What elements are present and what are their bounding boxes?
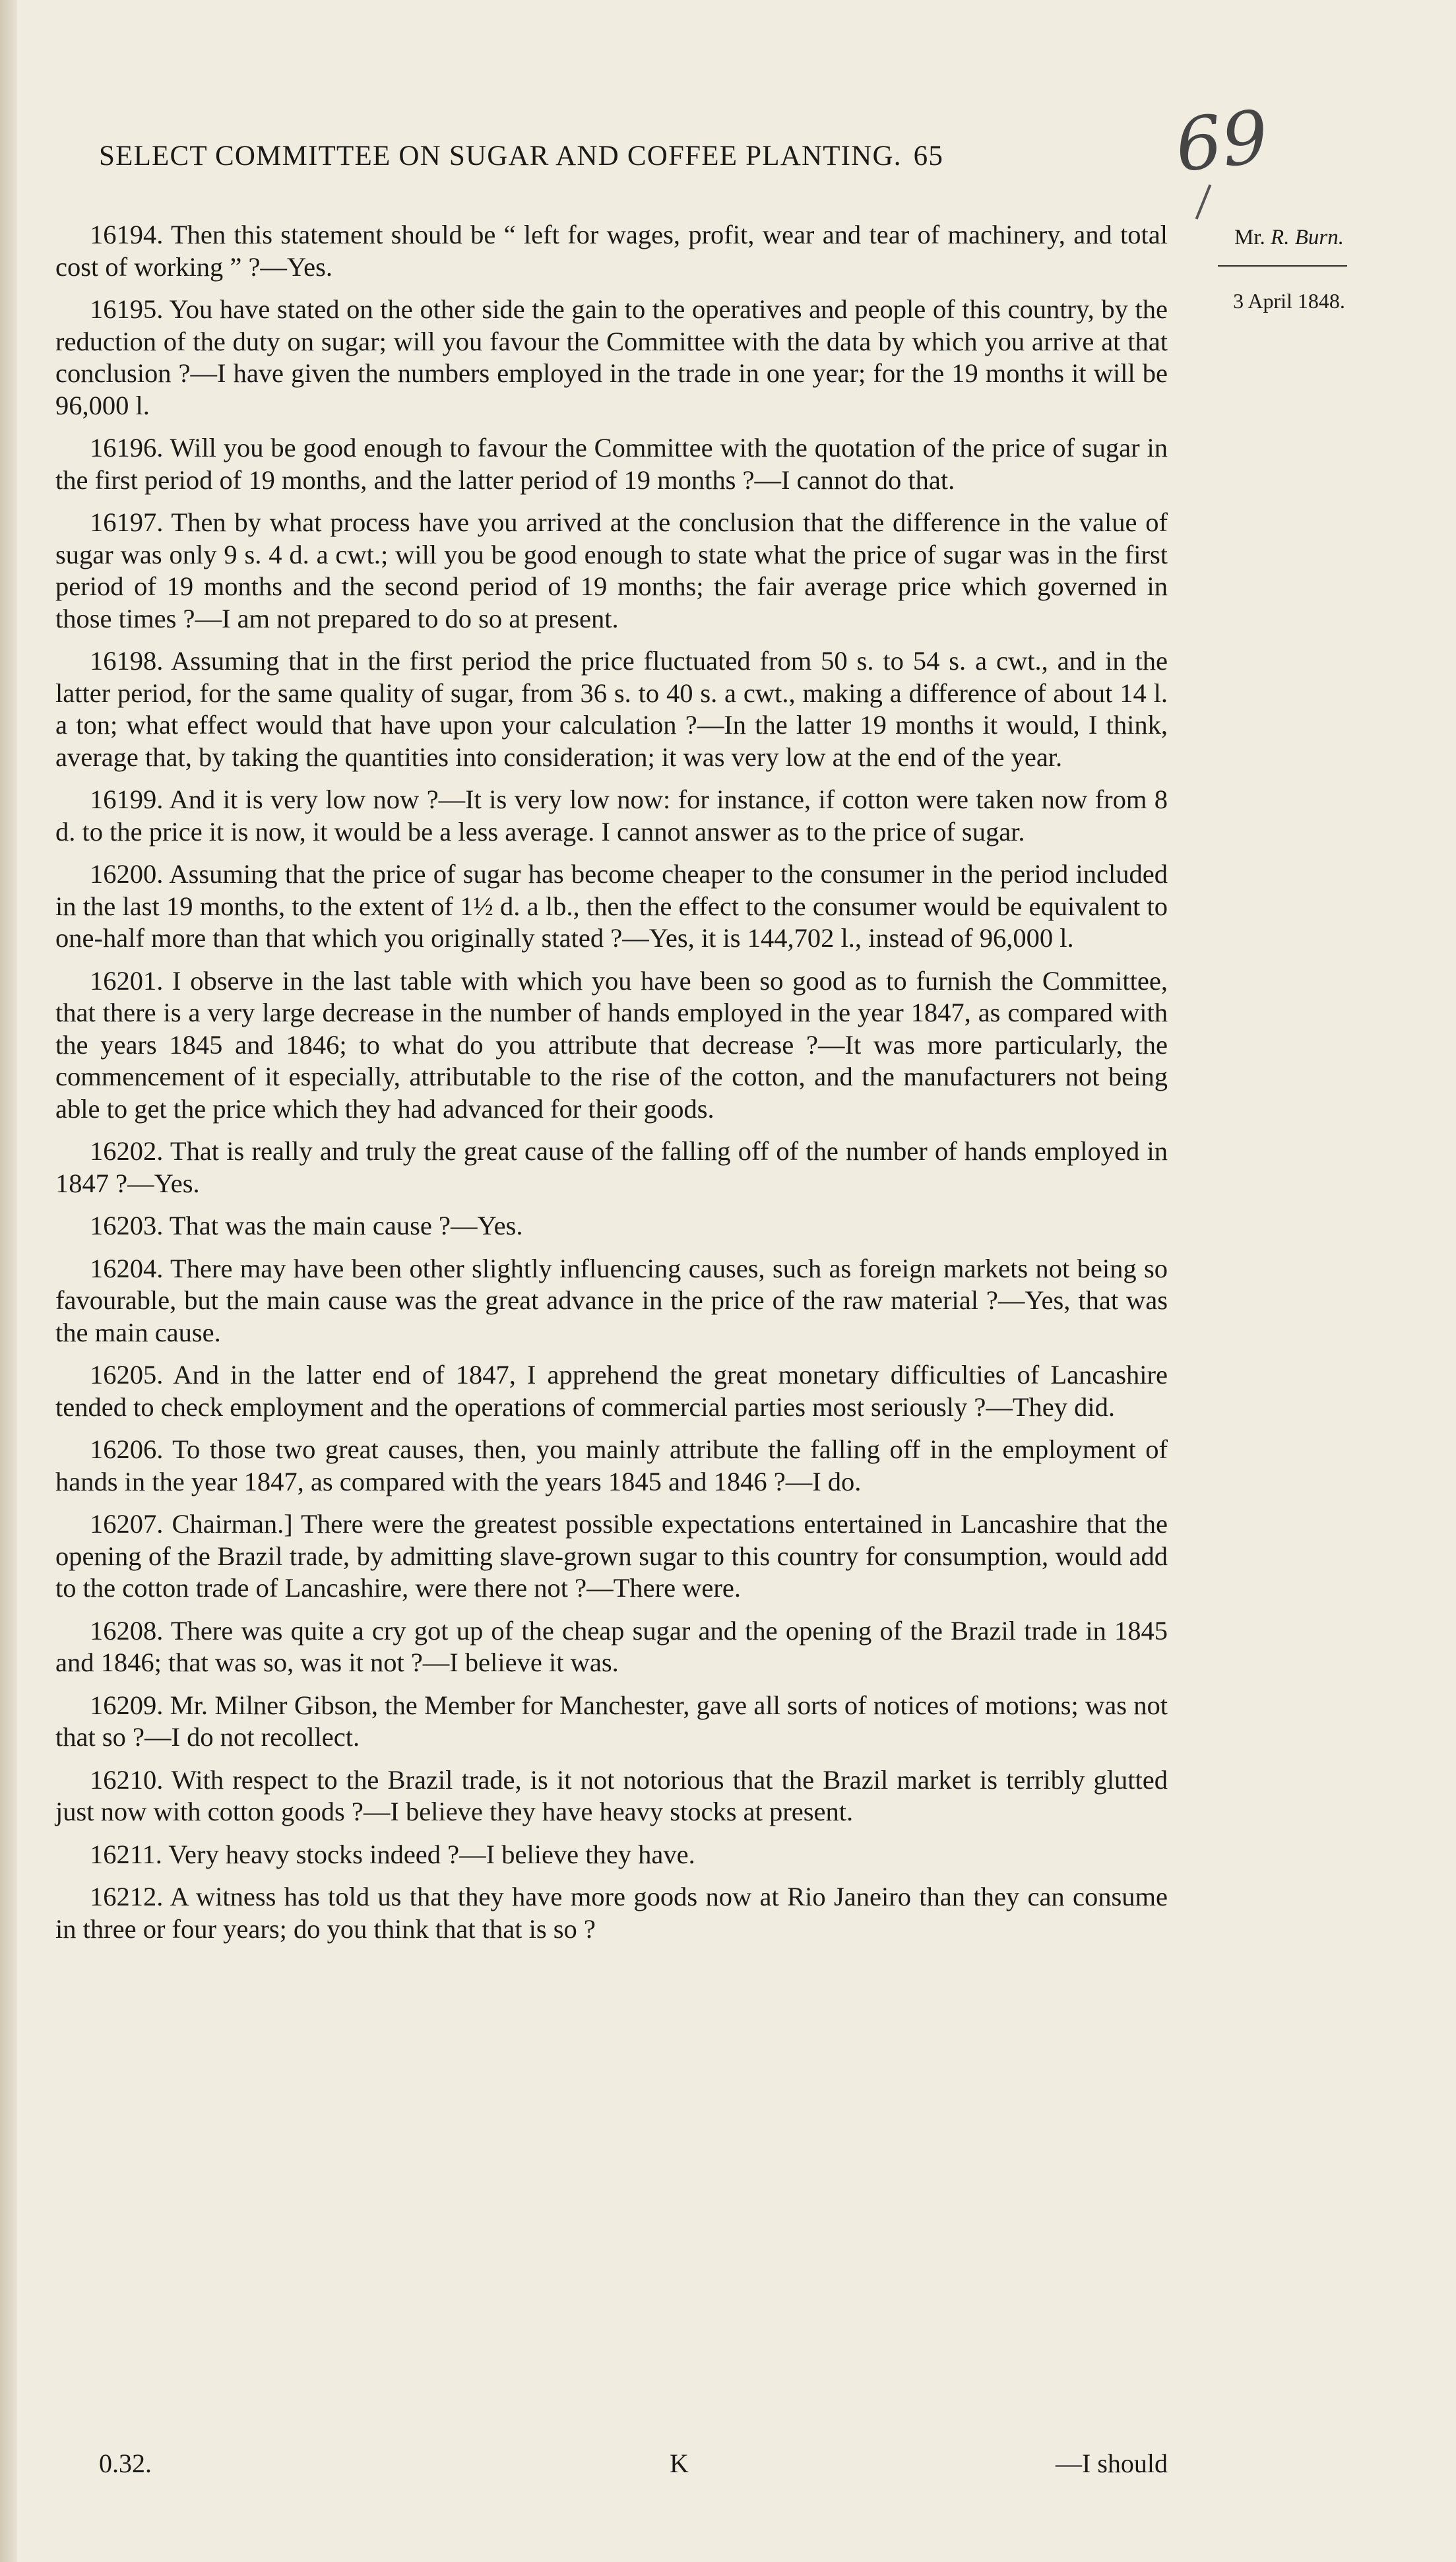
question-paragraph: 16200. Assuming that the price of sugar has become cheaper to the consumer in the period included in the last 19 months, to the extent of 1½ d. a lb., then the effect to the consumer would be equivalent to one-half more than that which you originally stated ?—Yes, it is 144,702 l., instead of 96,000 l. bbox=[55, 859, 1168, 953]
question-paragraph: 16207. Chairman.] There were the greatest possible expectations entertained in Lancashire that the opening of the Brazil trade, by admitting slave-grown sugar to this country for consumption, would add to the cotton trade of Lancashire, were there not ?—There were. bbox=[55, 1509, 1168, 1603]
handwritten-folio-number: 69 bbox=[1171, 94, 1273, 188]
question-paragraph: 16194. Then this statement should be “ left for wages, profit, wear and tear of machinery, and total cost of working ” ?—Yes. bbox=[55, 220, 1168, 282]
question-paragraph: 16211. Very heavy stocks indeed ?—I believe they have. bbox=[90, 1839, 695, 1869]
testimony-body bbox=[55, 219, 1168, 1956]
question-paragraph: 16210. With respect to the Brazil trade, is it not notorious that the Brazil market is terribly glutted just now with cotton goods ?—I believe they have heavy stocks at present. bbox=[55, 1764, 1168, 1826]
question-paragraph: 16209. Mr. Milner Gibson, the Member for Manchester, gave all sorts of notices of motions; was not that so ?—I do not recollect. bbox=[55, 1690, 1168, 1752]
witness-sidenote bbox=[1203, 226, 1375, 250]
date-sidenote: 3 April 1848. bbox=[1233, 289, 1345, 313]
folio-pen-stroke bbox=[1195, 184, 1212, 219]
question-paragraph: 16212. A witness has told us that they have more goods now at Rio Janeiro than they can consume in three or four years; do you think that that is so ? bbox=[55, 1882, 1168, 1944]
question-paragraph: 16206. To those two great causes, then, you mainly attribute the falling off in the employment of hands in the year 1847, as compared with the years 1845 and 1846 ?—I do. bbox=[55, 1434, 1168, 1496]
question-paragraph: 16199. And it is very low now ?—It is very low now: for instance, if cotton were taken now from 8 d. to the price it is now, it would be a less average. I cannot answer as to the price of sugar. bbox=[55, 785, 1168, 847]
question-paragraph: 16201. I observe in the last table with which you have been so good as to furnish the Committee, that there is a very large decrease in the number of hands employed in the year 1847, as compared with the years 1845 and 1846; to what do you attribute that decrease ?—It was more particularly, the commencement of it especially, attributable to the rise of the cotton, and the manufacturers not being able to get the price which they had advanced for their goods. bbox=[55, 965, 1168, 1124]
question-paragraph: 16202. That is really and truly the great cause of the falling off of the number of hands employed in 1847 ?—Yes. bbox=[55, 1136, 1168, 1198]
question-paragraph: 16203. That was the main cause ?—Yes. bbox=[90, 1211, 523, 1240]
page-edge bbox=[0, 0, 17, 2562]
question-paragraph: 16195. You have stated on the other side the gain to the operatives and people of this country, by the reduction of the duty on sugar; will you favour the Committee with the data by which you arrive at that conclusion ?—I have given the numbers employed in the trade in one year; for the 19 months it will be 96,000 l. bbox=[55, 294, 1168, 420]
paper-number: 0.32. bbox=[99, 2449, 152, 2478]
running-header bbox=[99, 140, 1174, 172]
witness-prefix: Mr. bbox=[1234, 226, 1271, 249]
question-paragraph: 16205. And in the latter end of 1847, I apprehend the great monetary difficulties of Lancashire tended to check employment and the operations of commercial parties most seriously ?—They did. bbox=[55, 1360, 1168, 1422]
question-paragraph: 16198. Assuming that in the first period the price fluctuated from 50 s. to 54 s. a cwt., and in the latter period, for the same quality of sugar, from 36 s. to 40 s. a cwt., making a difference of about 14 l. a ton; what effect would that have upon your calculation ?—In the latter 19 months it would, I think, average that, by taking the quantities into consideration; it was very low at the end of the year. bbox=[55, 646, 1168, 772]
witness-name: R. Burn. bbox=[1271, 226, 1344, 249]
question-paragraph: 16197. Then by what process have you arrived at the conclusion that the difference in the value of sugar was only 9 s. 4 d. a cwt.; will you be good enough to state what the price of sugar was in the first period of 19 months and the second period of 19 months; the fair average price which governed in those times ?—I am not prepared to do so at present. bbox=[55, 507, 1168, 633]
page-footer bbox=[99, 2448, 1168, 2481]
page-number: 65 bbox=[913, 141, 944, 172]
catchword: —I should bbox=[1056, 2449, 1168, 2478]
header-title: SELECT COMMITTEE ON SUGAR AND COFFEE PLANTING. bbox=[99, 141, 902, 172]
sidenote-rule bbox=[1218, 265, 1347, 267]
signature-mark: K bbox=[670, 2449, 689, 2478]
question-paragraph: 16196. Will you be good enough to favour the Committee with the quotation of the price of sugar in the first period of 19 months, and the latter period of 19 months ?—I cannot do that. bbox=[55, 433, 1168, 495]
question-paragraph: 16208. There was quite a cry got up of the cheap sugar and the opening of the Brazil trade in 1845 and 1846; that was so, was it not ?—I believe it was. bbox=[55, 1615, 1168, 1677]
question-paragraph: 16204. There may have been other slightly influencing causes, such as foreign markets not being so favourable, but the main cause was the great advance in the price of the raw material ?—Yes, that was the main cause. bbox=[55, 1253, 1168, 1347]
